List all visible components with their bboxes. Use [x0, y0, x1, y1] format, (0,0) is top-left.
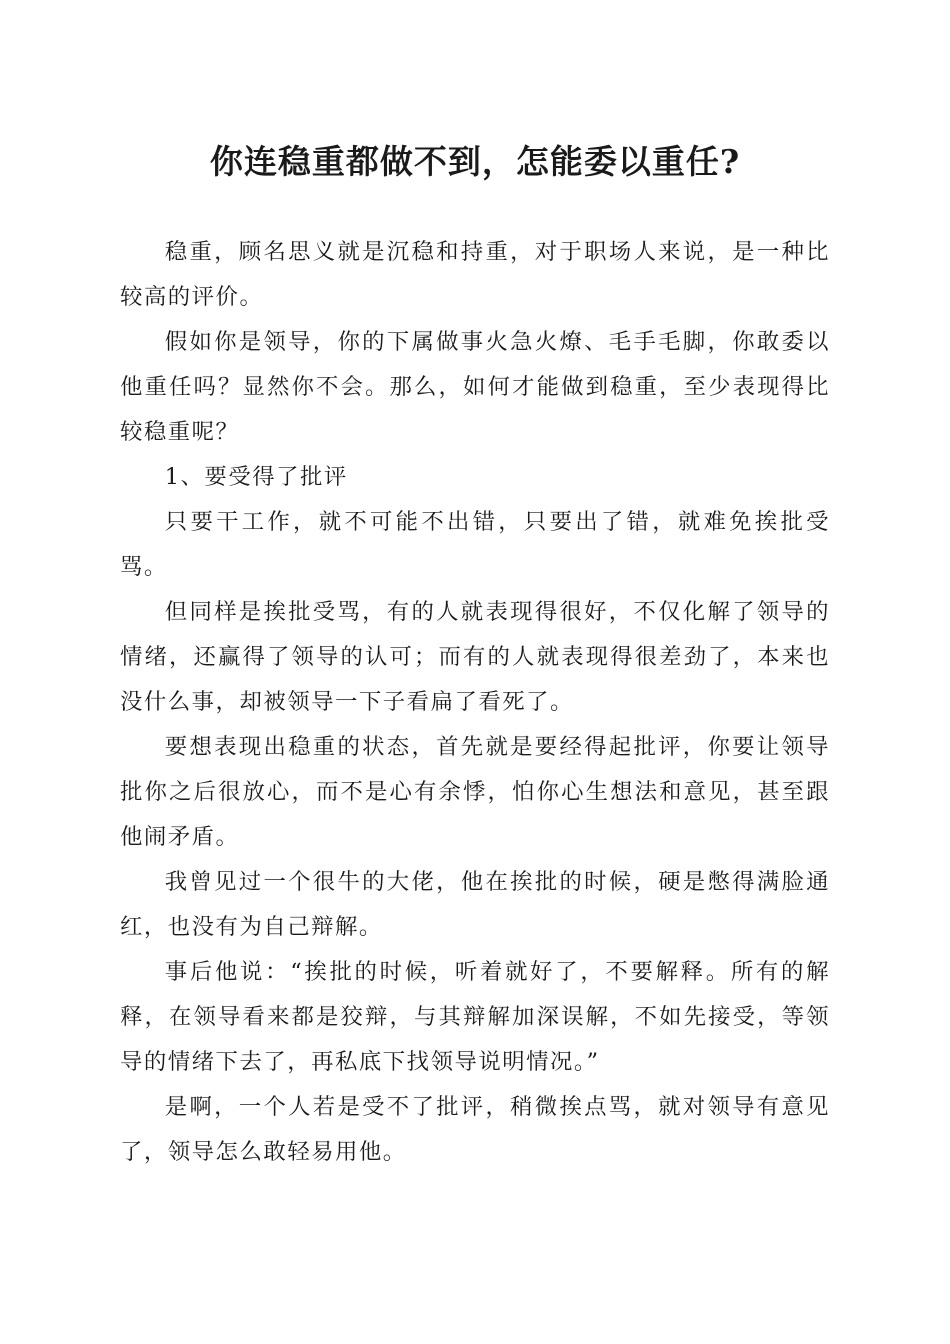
section-heading-1: 1、要受得了批评: [164, 464, 348, 490]
paragraph: 我曾见过一个很牛的大佬，他在挨批的时候，硬是憋得满脸通红，也没有为自己辩解。: [120, 869, 830, 940]
document-title: 你连稳重都做不到，怎能委以重任?: [209, 142, 741, 181]
paragraph-intro: 稳重，顾名思义就是沉稳和持重，对于职场人来说，是一种比较高的评价。: [120, 239, 830, 310]
document-body: [120, 230, 830, 1175]
paragraph: 要想表现出稳重的状态，首先就是要经得起批评，你要让领导批你之后很放心，而不是心有余悸，怕你心生想法和意见，甚至跟他闹矛盾。: [120, 734, 830, 850]
paragraph-conclusion: 是啊，一个人若是受不了批评，稍微挨点骂，就对领导有意见了，领导怎么敢轻易用他。: [120, 1094, 830, 1165]
paragraph: 但同样是挨批受骂，有的人就表现得很好，不仅化解了领导的情绪，还赢得了领导的认可；而有的人就表现得很差劲了，本来也没什么事，却被领导一下子看扁了看死了。: [120, 599, 830, 715]
paragraph-quote: 事后他说：“挨批的时候，听着就好了，不要解释。所有的解释，在领导看来都是狡辩，与其辩解加深误解，不如先接受，等领导的情绪下去了，再私底下找领导说明情况。”: [120, 959, 830, 1075]
paragraph-question: 假如你是领导，你的下属做事火急火燎、毛手毛脚，你敢委以他重任吗？显然你不会。那么，如何才能做到稳重，至少表现得比较稳重呢？: [120, 329, 830, 445]
paragraph: 只要干工作，就不可能不出错，只要出了错，就难免挨批受骂。: [120, 509, 830, 580]
